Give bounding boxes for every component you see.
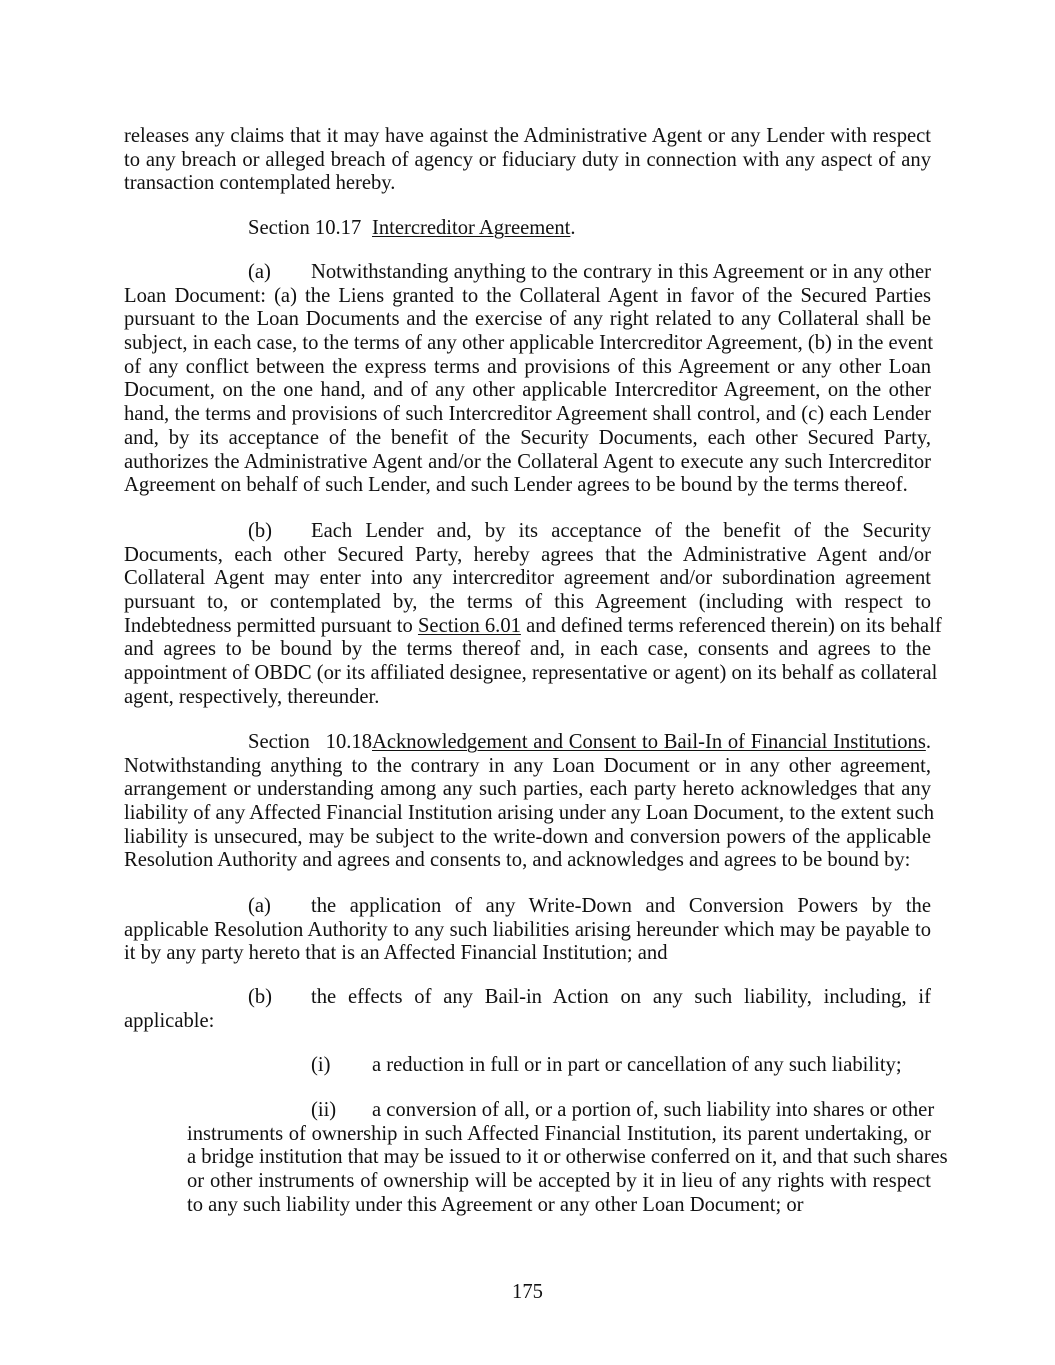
text-line: pursuant to the Loan Documents and the exercise of any right related to any Collateral shall be <box>124 308 931 331</box>
line-text: a reduction in full or in part or cancellation of any such liability; <box>372 1054 902 1076</box>
text-line <box>187 1099 935 1123</box>
text-line: or other instruments of ownership will be accepted by it in lieu of any rights with respect <box>187 1170 931 1193</box>
text-line: Agreement on behalf of such Lender, and such Lender agrees to be bound by the terms thereof. <box>124 474 908 497</box>
heading-line <box>124 731 931 755</box>
section-10-17-clause-b <box>124 520 942 710</box>
text-line: transaction contemplated hereby. <box>124 172 396 195</box>
text-line: hand, the terms and provisions of such Intercreditor Agreement shall control, and (c) each Lender <box>124 403 931 426</box>
section-title: Acknowledgement and Consent to Bail-In of Financial Institutions <box>372 731 926 753</box>
line-text: and defined terms referenced therein) on its behalf <box>520 614 942 637</box>
text-line <box>124 614 942 639</box>
clause-label: (b) <box>248 520 273 542</box>
text-line: authorizes the Administrative Agent and/or the Collateral Agent to execute any such Intercreditor <box>124 450 931 473</box>
text-line <box>124 895 931 919</box>
clause-label: (a) <box>248 895 271 917</box>
section-number: Section 10.17 <box>248 217 362 239</box>
section-10-18-clause-b <box>124 986 931 1033</box>
text-line: liability is unsecured, may be subject to the write-down and conversion powers of the applicable <box>124 825 931 848</box>
subclause-i <box>124 1054 931 1078</box>
text-line: of any conflict between the express terms and provisions of this Agreement or any other Loan <box>124 355 931 378</box>
text-line: Loan Document: (a) the Liens granted to the Collateral Agent in favor of the Secured Parties <box>124 284 931 307</box>
section-10-17-heading <box>124 217 931 241</box>
text-line: and agrees to be bound by the terms thereof and, in each case, consents and agrees to the <box>124 638 931 661</box>
text-line: Collateral Agent may enter into any intercreditor agreement and/or subordination agreement <box>124 567 931 590</box>
text-line: applicable: <box>124 1009 215 1032</box>
heading-line <box>124 217 931 241</box>
continuation-paragraph <box>124 125 931 196</box>
section-number: Section 10.18 <box>248 731 372 753</box>
text-line: Document, on the one hand, and of any other applicable Intercreditor Agreement, on the other <box>124 379 931 402</box>
text-line: Notwithstanding anything to the contrary in any Loan Document or in any other agreement, <box>124 754 931 777</box>
text-line: pursuant to, or contemplated by, the terms of this Agreement (including with respect to <box>124 591 931 614</box>
section-title-punct: . <box>570 217 576 239</box>
text-line: Documents, each other Secured Party, hereby agrees that the Administrative Agent and/or <box>124 543 931 566</box>
line-text: Indebtedness permitted pursuant to <box>124 614 418 637</box>
text-line: instruments of ownership in such Affected Financial Institution, its parent undertaking, or <box>187 1122 931 1145</box>
clause-label: (b) <box>248 986 273 1008</box>
text-line <box>124 986 931 1010</box>
text-line: to any such liability under this Agreement or any other Loan Document; or <box>187 1193 804 1216</box>
text-line: to any breach or alleged breach of agency or fiduciary duty in connection with any aspect of any <box>124 148 931 171</box>
text-line: releases any claims that it may have against the Administrative Agent or any Lender with respect <box>124 125 931 147</box>
text-line: liability of any Affected Financial Institution arising under any Loan Document, to the extent such <box>124 802 935 825</box>
text-line: agent, respectively, thereunder. <box>124 685 380 708</box>
section-cross-reference: Section 6.01 <box>417 614 521 637</box>
line-text: Notwithstanding anything to the contrary in this Agreement or in any other <box>311 261 931 283</box>
text-line: subject, in each case, to the terms of any other applicable Intercreditor Agreement, (b) in the event <box>124 332 934 355</box>
section-10-18-clause-a <box>124 895 931 966</box>
subclause-ii <box>187 1099 948 1217</box>
line-text: the effects of any Bail-in Action on any such liability, including, if <box>311 986 931 1008</box>
section-10-17-clause-a <box>124 261 934 498</box>
text-line <box>124 520 931 544</box>
text-line: it by any party hereto that is an Affected Financial Institution; and <box>124 942 668 965</box>
section-10-18-paragraph <box>124 731 935 873</box>
line-text: the application of any Write-Down and Conversion Powers by the <box>311 895 931 917</box>
text-line: Resolution Authority and agrees and consents to, and acknowledges and agrees to be bound by: <box>124 849 911 872</box>
clause-label: (a) <box>248 261 271 283</box>
line-text: Each Lender and, by its acceptance of the benefit of the Security <box>311 520 931 542</box>
line-text: a conversion of all, or a portion of, such liability into shares or other <box>372 1099 935 1121</box>
text-line: arrangement or understanding among any such parties, each party hereto acknowledges that any <box>124 778 931 801</box>
section-title-punct: . <box>925 731 931 753</box>
page-number: 175 <box>512 1281 543 1303</box>
text-line: and, by its acceptance of the benefit of the Security Documents, each other Secured Party, <box>124 426 931 449</box>
subclause-label: (i) <box>311 1054 331 1076</box>
text-line: applicable Resolution Authority to any such liabilities arising hereunder which may be payable to <box>124 918 931 941</box>
text-line: a bridge institution that may be issued to it or otherwise conferred on it, and that such shares <box>187 1146 948 1169</box>
text-line <box>124 261 931 285</box>
subclause-label: (ii) <box>311 1099 337 1121</box>
section-title: Intercreditor Agreement <box>372 217 571 239</box>
text-line <box>124 1054 931 1078</box>
text-line: appointment of OBDC (or its affiliated designee, representative or agent) on its behalf as collateral <box>124 662 938 685</box>
